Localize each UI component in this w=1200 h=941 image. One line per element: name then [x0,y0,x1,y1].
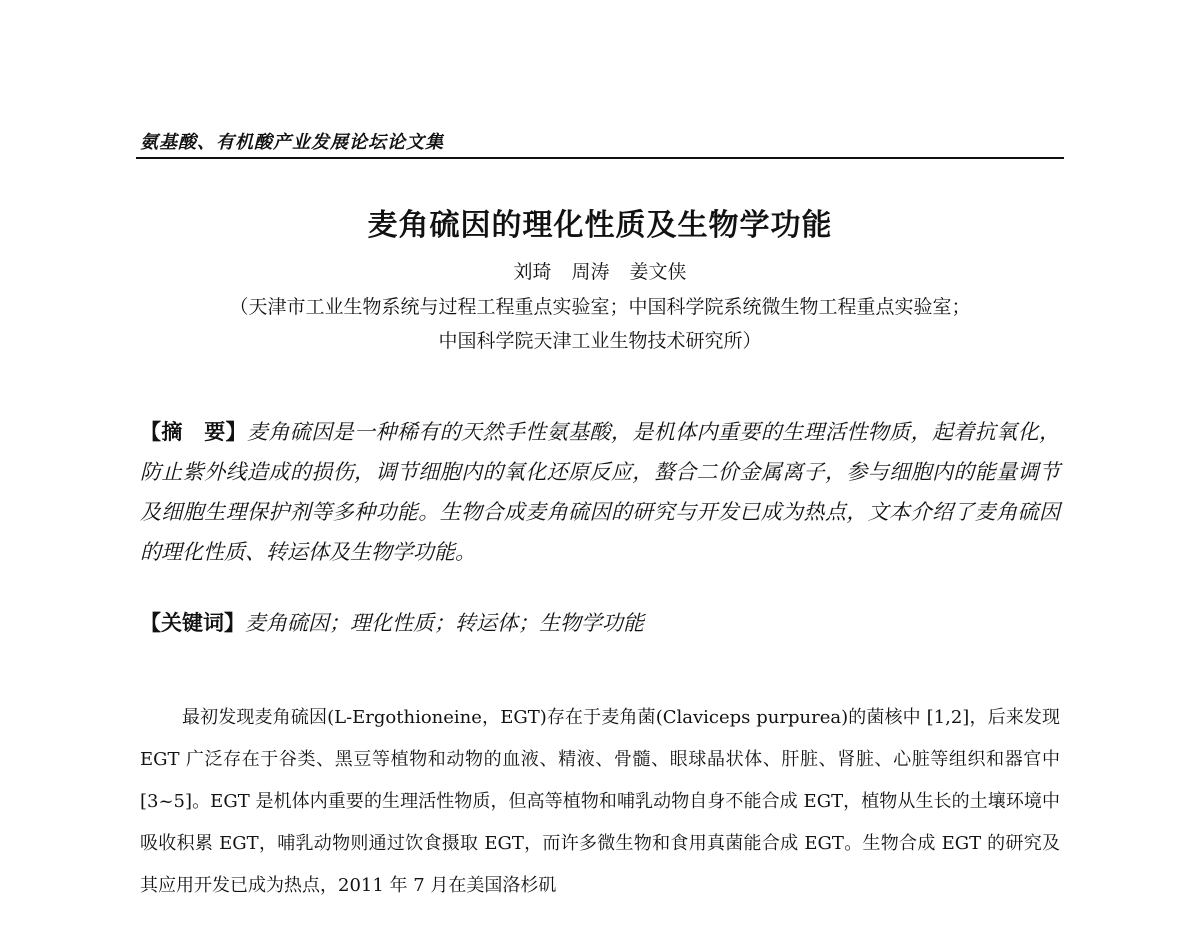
keywords-label: 【关键词】 [140,610,245,635]
keywords-text: 麦角硫因；理化性质；转运体；生物学功能 [245,611,644,635]
affiliation-line-2: 中国科学院天津工业生物技术研究所） [438,330,762,352]
abstract-label: 【摘 要】 [140,419,248,444]
abstract [140,412,1060,572]
running-header: 氨基酸、有机酸产业发展论坛论文集 [140,132,444,153]
article-authors: 刘琦 周涛 姜文侠 [513,261,687,283]
abstract-text: 麦角硫因是一种稀有的天然手性氨基酸，是机体内重要的生理活性物质，起着抗氧化，防止紫外线造成的损伤，调节细胞内的氧化还原反应，螯合二价金属离子，参与细胞内的能量调节及细胞生理保护剂等多种功能。生物合成麦角硫因的研究与开发已成为热点，文本介绍了麦角硫因的理化性质、转运体及生物学功能。 [140,420,1061,564]
article-title: 麦角硫因的理化性质及生物学功能 [367,208,833,243]
keywords [140,608,1060,638]
body-paragraph: 最初发现麦角硫因(L-Ergothioneine，EGT)存在于麦角菌(Claviceps purpurea)的菌核中 [1,2]，后来发现 EGT 广泛存在于谷类、黑豆等植物和动物的血液、精液、骨髓、眼球晶状体、肝脏、肾脏、心脏等组织和器官中[3~5]。EGT 是机体内重要的生理活性物质，但高等植物和哺乳动物自身不能合成 EGT，植物从生长的土壤环境中吸收积累 EGT，哺乳动物则通过饮食摄取 EGT，而许多微生物和食用真菌能合成 EGT。生物合成 EGT 的研究及其应用开发已成为热点，2011 年 7 月在美国洛杉矶 [140,707,1060,896]
header-rule [136,157,1064,159]
affiliation-line-1: （天津市工业生物系统与过程工程重点实验室；中国科学院系统微生物工程重点实验室； [229,296,971,318]
